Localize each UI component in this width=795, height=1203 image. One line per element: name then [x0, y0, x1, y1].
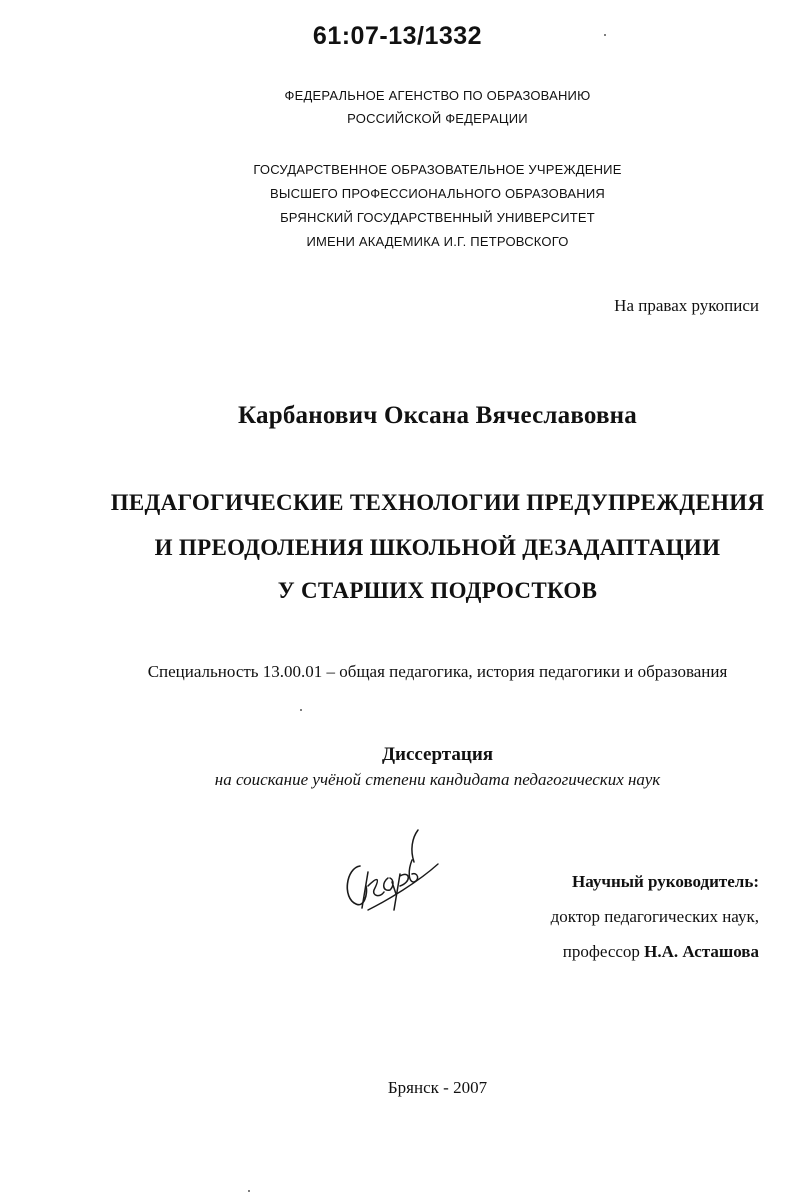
- title-line-2: И ПРЕОДОЛЕНИЯ ШКОЛЬНОЙ ДЕЗАДАПТАЦИИ: [154, 535, 721, 560]
- dissertation-label: Диссертация: [381, 744, 494, 765]
- institution-line-2: ВЫСШЕГО ПРОФЕССИОНАЛЬНОГО ОБРАЗОВАНИЯ: [270, 186, 605, 201]
- dissertation-degree: на соискание учёной степени кандидата педагогических наук: [214, 770, 661, 789]
- institution-line-3: БРЯНСКИЙ ГОСУДАРСТВЕННЫЙ УНИВЕРСИТЕТ: [280, 210, 595, 225]
- title-line-1: ПЕДАГОГИЧЕСКИЕ ТЕХНОЛОГИИ ПРЕДУПРЕЖДЕНИЯ: [110, 490, 765, 515]
- rights-note: На правах рукописи: [614, 296, 759, 315]
- supervisor-title: профессор: [562, 942, 640, 961]
- supervisor-name: [563, 942, 759, 962]
- institution-line-1: ГОСУДАРСТВЕННОЕ ОБРАЗОВАТЕЛЬНОЕ УЧРЕЖДЕНИЕ: [253, 162, 622, 177]
- supervisor-degree: доктор педагогических наук,: [550, 907, 759, 926]
- agency-line-1: ФЕДЕРАЛЬНОЕ АГЕНСТВО ПО ОБРАЗОВАНИЮ: [284, 88, 591, 103]
- scan-speck: [300, 709, 302, 711]
- scan-speck: [248, 1190, 250, 1192]
- supervisor-fullname: Н.А. Асташова: [644, 942, 759, 961]
- institution-line-4: ИМЕНИ АКАДЕМИКА И.Г. ПЕТРОВСКОГО: [306, 234, 569, 249]
- scan-speck: [604, 34, 606, 36]
- catalog-number: 61:07-13/1332: [312, 22, 483, 50]
- city-year: Брянск - 2007: [387, 1078, 488, 1097]
- author-name: Карбанович Оксана Вячеславовна: [238, 402, 637, 429]
- supervisor-heading: Научный руководитель:: [572, 872, 759, 891]
- specialty: Специальность 13.00.01 – общая педагогика, история педагогики и образования: [147, 662, 728, 681]
- title-line-3: У СТАРШИХ ПОДРОСТКОВ: [277, 578, 598, 603]
- agency-line-2: РОССИЙСКОЙ ФЕДЕРАЦИИ: [347, 111, 528, 126]
- handwritten-signature: [338, 820, 448, 920]
